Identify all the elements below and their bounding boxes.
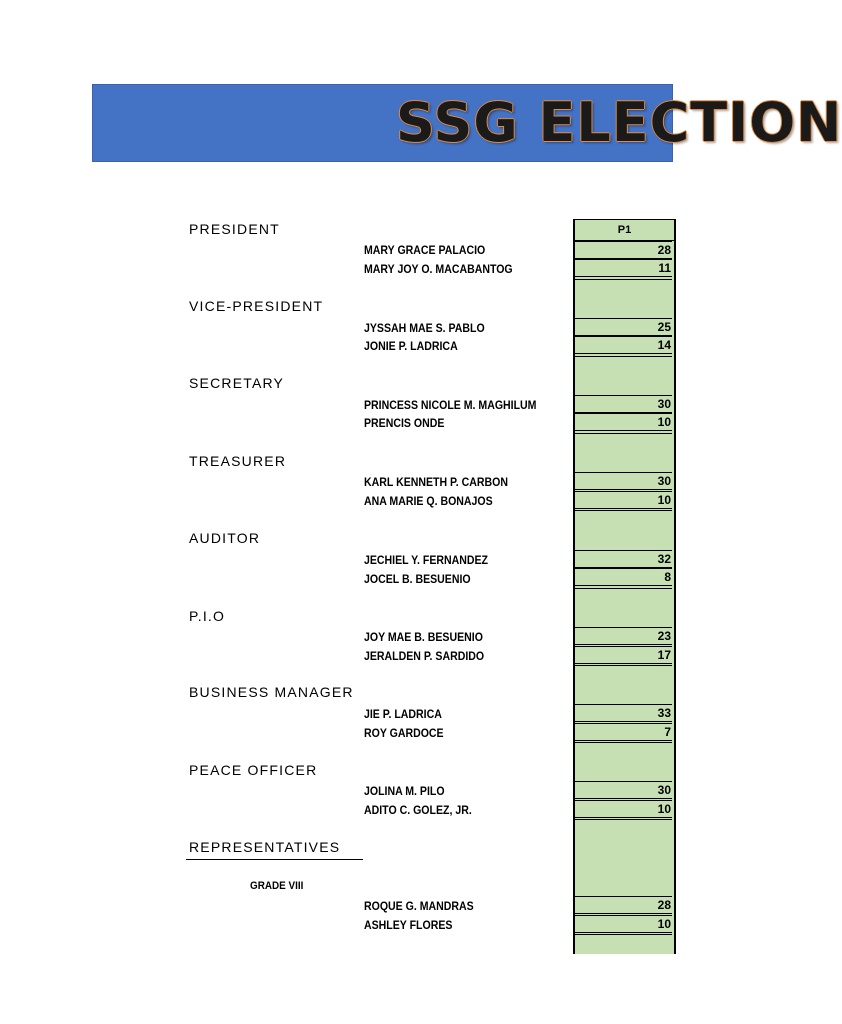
position-title-auditor: AUDITOR [189,530,261,546]
page-title: SSG ELECTION [396,91,842,154]
position-title-secretary: SECRETARY [189,375,285,391]
candidate-name: KARL KENNETH P. CARBON [364,475,508,489]
vote-count: 28 [575,241,672,259]
position-title-pio: P.I.O [189,608,226,624]
representatives-title: REPRESENTATIVES [189,839,341,855]
cell-divider [575,742,672,743]
cell-divider [575,588,672,589]
vote-count: 14 [575,336,672,354]
candidate-name: ADITO C. GOLEZ, JR. [364,803,472,817]
vote-count: 10 [575,413,672,431]
vote-count: 8 [575,568,672,586]
vote-count: 30 [575,781,672,799]
grade-label: GRADE VIII [250,880,304,892]
candidate-name: ASHLEY FLORES [364,918,453,932]
candidate-name: ANA MARIE Q. BONAJOS [364,494,493,508]
vote-count: 10 [575,915,672,933]
vote-count: 11 [575,259,672,277]
cell-divider [575,510,672,511]
position-title-vice-president: VICE-PRESIDENT [189,298,324,314]
title-banner [92,84,842,162]
candidate-name: PRENCIS ONDE [364,416,445,430]
cell-divider [575,819,672,820]
candidate-name: PRINCESS NICOLE M. MAGHILUM [364,398,537,412]
vote-count: 28 [575,896,672,914]
cell-divider [575,433,672,434]
candidate-name: ROY GARDOCE [364,726,444,740]
candidate-name: JOY MAE B. BESUENIO [364,630,483,644]
candidate-name: JOLINA M. PILO [364,784,445,798]
position-title-president: PRESIDENT [189,221,280,237]
cell-divider [575,356,672,357]
cell-divider [575,665,672,666]
candidate-name: JIE P. LADRICA [364,707,442,721]
candidate-name: JYSSAH MAE S. PABLO [364,321,485,335]
vote-count: 25 [575,318,672,336]
candidate-name: ROQUE G. MANDRAS [364,899,474,913]
vote-count: 10 [575,491,672,509]
candidate-name: JERALDEN P. SARDIDO [364,649,485,663]
vote-count: 7 [575,723,672,741]
column-header: P1 [575,219,674,241]
cell-divider [575,279,672,280]
position-title-peace-officer: PEACE OFFICER [189,762,318,778]
vote-count: 17 [575,646,672,664]
position-title-treasurer: TREASURER [189,453,287,469]
vote-count: 30 [575,472,672,490]
candidate-name: JECHIEL Y. FERNANDEZ [364,553,489,567]
vote-count: 32 [575,550,672,568]
candidate-name: MARY JOY O. MACABANTOG [364,262,513,276]
cell-divider [575,934,672,935]
candidate-name: JOCEL B. BESUENIO [364,572,471,586]
vote-count: 10 [575,800,672,818]
vote-count: 30 [575,395,672,413]
vote-count: 23 [575,627,672,645]
candidate-name: MARY GRACE PALACIO [364,243,486,257]
candidate-name: JONIE P. LADRICA [364,339,458,353]
representatives-underline [186,859,363,860]
position-title-business-manager: BUSINESS MANAGER [189,684,354,700]
vote-count: 33 [575,704,672,722]
